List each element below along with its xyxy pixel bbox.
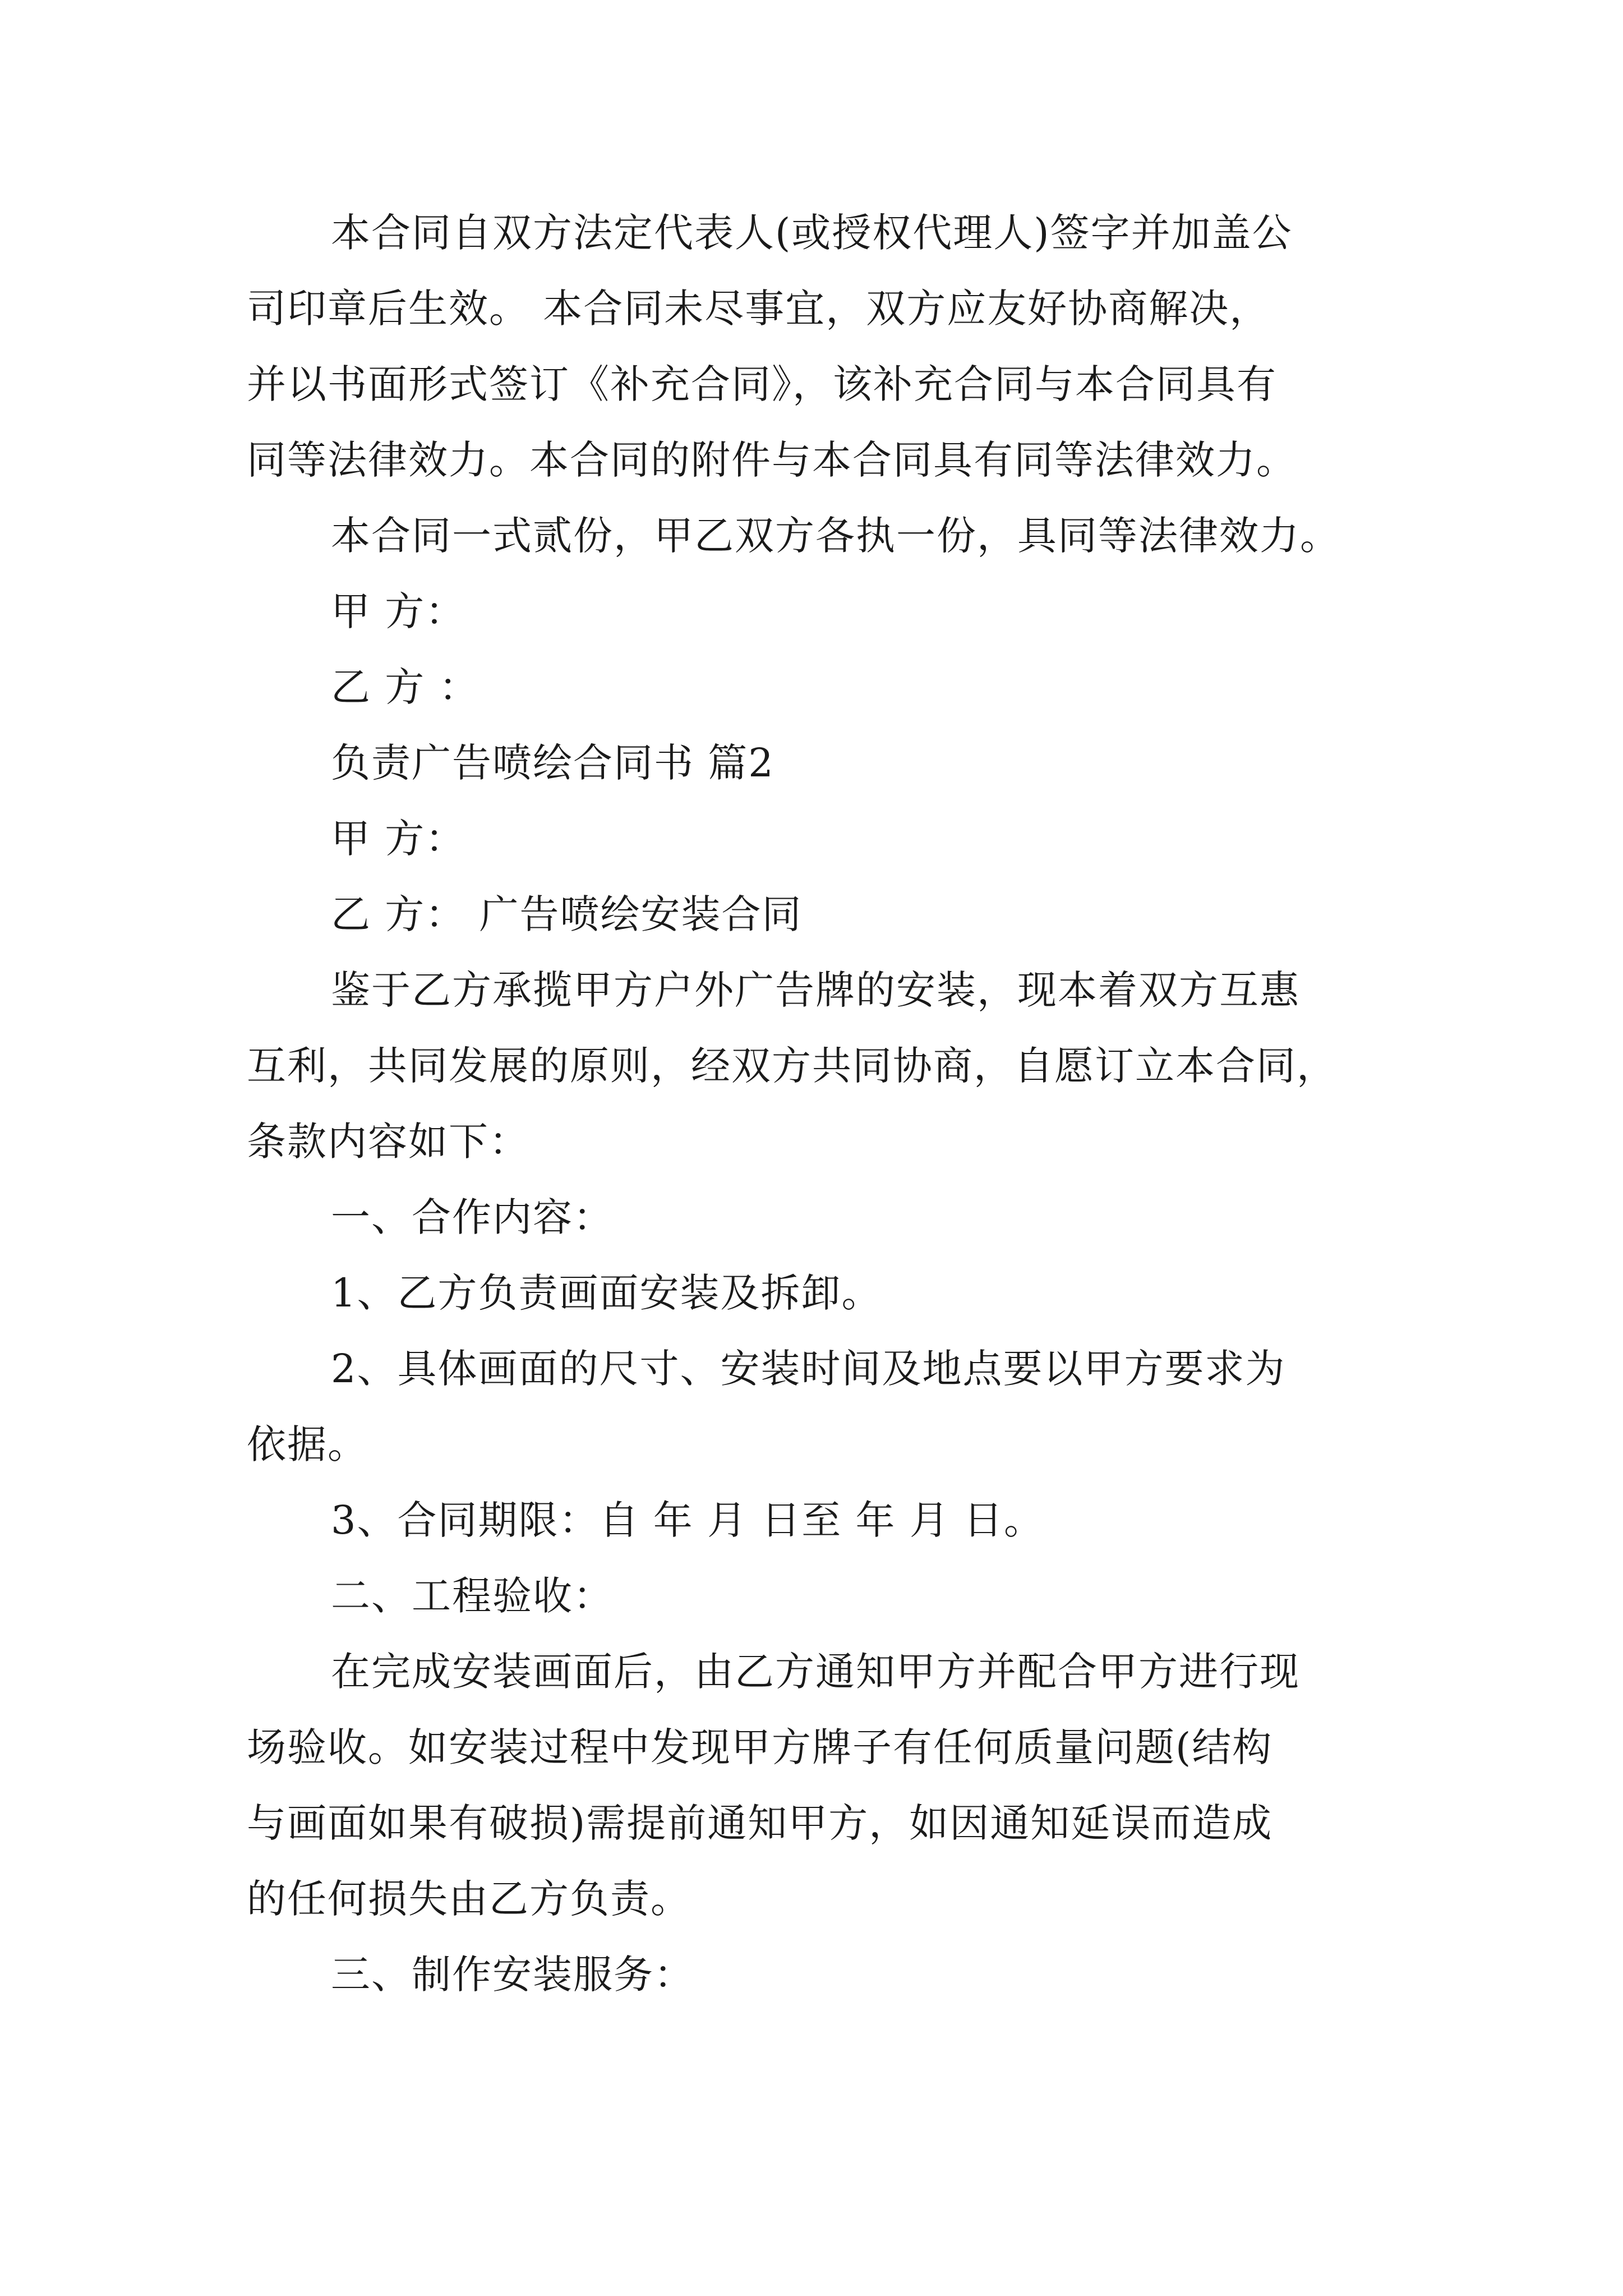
clause-item: 3、合同期限：自 年 月 日至 年 月 日。 [331,1497,1045,1543]
party-a-label: 甲 方： [331,588,466,634]
paragraph-line: 同等法律效力。本合同的附件与本合同具有同等法律效力。 [247,437,1297,483]
paragraph-line: 场验收。如安装过程中发现甲方牌子有任何质量问题(结构 [247,1724,1273,1770]
paragraph-line: 与画面如果有破损)需提前通知甲方，如因通知延误而造成 [247,1800,1273,1846]
paragraph-line: 鉴于乙方承揽甲方户外广告牌的安装，现本着双方互惠 [331,967,1300,1013]
clause-item: 1、乙方负责画面安装及拆卸。 [331,1270,882,1316]
clause-item-continued: 依据。 [247,1421,368,1467]
paragraph-line: 条款内容如下： [247,1119,529,1165]
party-b-label: 乙 方 ： [331,664,479,710]
paragraph-line: 在完成安装画面后，由乙方通知甲方并配合甲方进行现 [331,1649,1300,1695]
paragraph-line: 的任何损失由乙方负责。 [247,1876,691,1922]
clause-item: 2、具体画面的尺寸、安装时间及地点要以甲方要求为 [331,1346,1286,1392]
party-a-label: 甲 方： [331,816,466,862]
clause-heading: 二、工程验收： [331,1573,614,1619]
paragraph-line: 本合同自双方法定代表人(或授权代理人)签字并加盖公 [331,210,1293,256]
clause-heading: 一、合作内容： [331,1194,614,1240]
document-body [247,195,1391,2013]
party-b-label: 乙 方： 广告喷绘安装合同 [331,891,803,937]
clause-heading: 三、制作安装服务： [331,1952,694,1998]
paragraph-line: 司印章后生效。 本合同未尽事宜，双方应友好协商解决， [247,286,1270,332]
paragraph-line: 并以书面形式签订《补充合同》，该补充合同与本合同具有 [247,361,1277,407]
section-heading: 负责广告喷绘合同书 篇2 [331,740,774,786]
paragraph-line: 本合同一式贰份，甲乙双方各执一份，具同等法律效力。 [331,513,1340,559]
paragraph-line: 互利，共同发展的原则，经双方共同协商，自愿订立本合同， [247,1043,1337,1089]
